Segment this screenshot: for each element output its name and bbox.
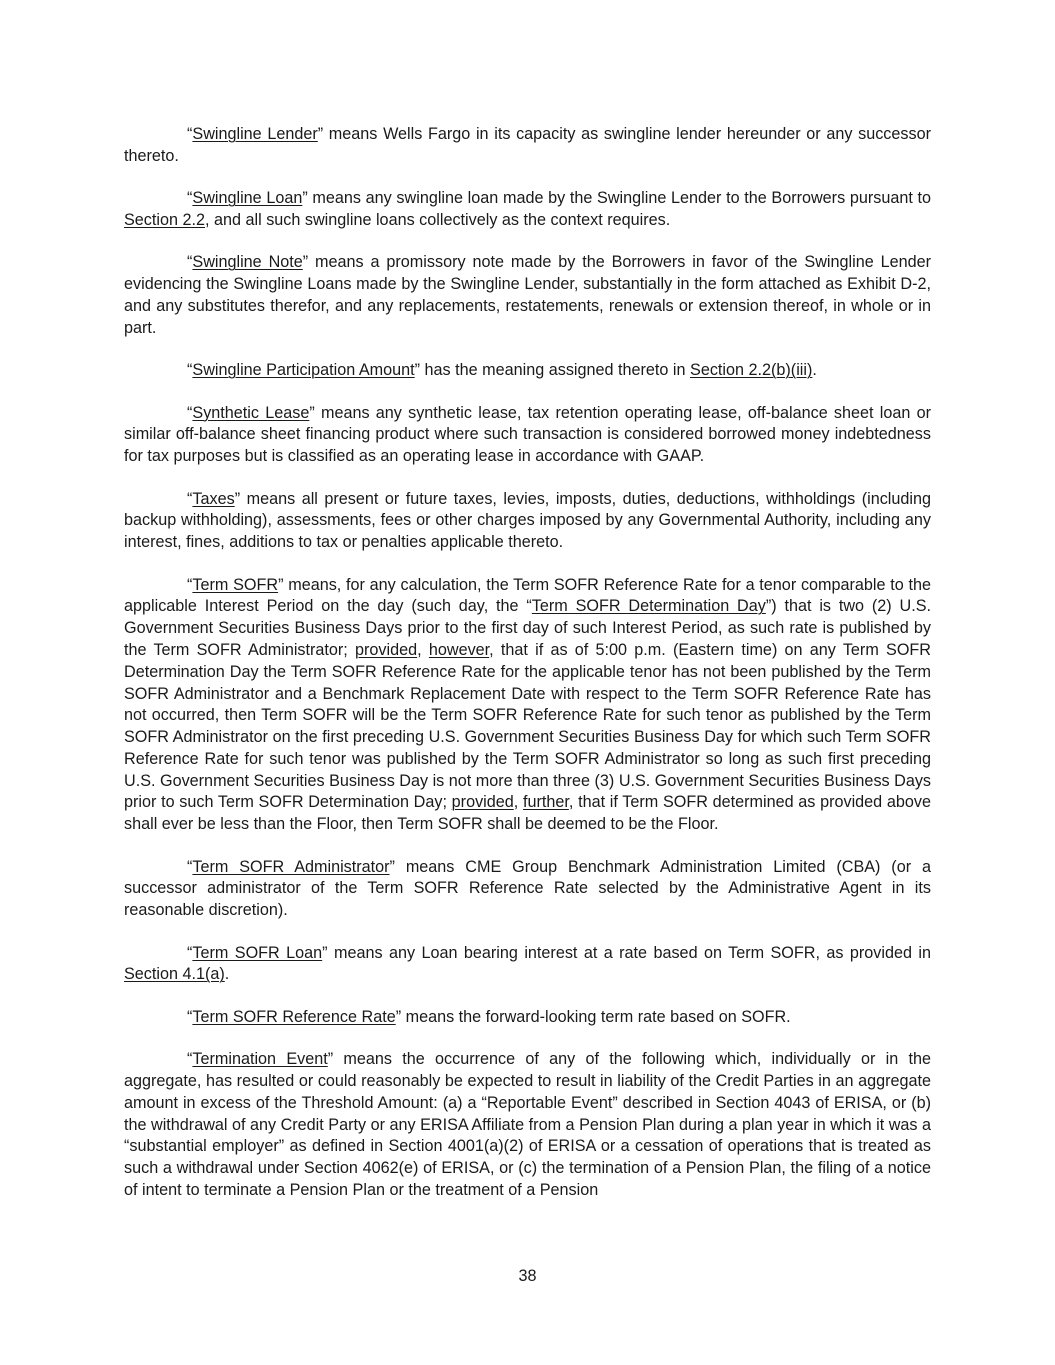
document-body (124, 124, 931, 1222)
underlined-reference: however (428, 640, 490, 659)
definition-paragraph (124, 943, 931, 987)
definition-paragraph (124, 857, 931, 922)
definition-paragraph (124, 403, 931, 468)
definition-text: “ (187, 403, 193, 422)
underlined-reference: Section 2.2(b)(iii) (690, 361, 813, 380)
definition-text: “ (187, 943, 193, 962)
defined-term: Swingline Lender (192, 125, 318, 143)
defined-term: Term SOFR Administrator (192, 857, 390, 876)
definition-text: “ (187, 1050, 193, 1069)
defined-term: Synthetic Lease (192, 403, 310, 422)
definition-text: . (812, 361, 817, 380)
defined-term: Term SOFR Reference Rate (192, 1007, 396, 1026)
definition-text: ” means any synthetic lease, tax retention operating lease, off-balance sheet loan or similar off-balance sheet financing product where such transaction is considered borrowed money indebtedness for tax purposes but is classified as an operating lease in accordance with GAAP. (124, 403, 932, 466)
definition-text: , and all such swingline loans collectively as the context requires. (205, 210, 671, 229)
defined-term: Term SOFR (192, 575, 279, 594)
definition-text: ” means any swingline loan made by the Swingline Lender to the Borrowers pursuant to (302, 189, 931, 208)
definition-text: “ (187, 361, 193, 380)
definition-text: ” means all present or future taxes, levies, imposts, duties, deductions, withholdings (including backup withholding), assessments, fees or other charges imposed by any Governmental Authority, including any interest, fines, additions to tax or penalties applicable thereto. (124, 489, 931, 552)
definition-text: “ (187, 857, 193, 876)
definition-paragraph (124, 252, 931, 339)
underlined-reference: provided (451, 793, 514, 812)
underlined-reference: Term SOFR Determination Day (531, 597, 766, 616)
definition-text: “ (187, 189, 193, 208)
definition-text: , that if as of 5:00 p.m. (Eastern time) on any Term SOFR Determination Day the Term SOFR Reference Rate for the applicable tenor has not been published by the Term SOFR Administrator and a Benchmark Replacement Date with respect to the Term SOFR Reference Rate has not occurred, then Term SOFR will be the Term SOFR Reference Rate for such tenor as published by the Term SOFR Administrator on the first preceding U.S. Government Securities Business Day for which such Term SOFR Reference Rate for such tenor was published by the Term SOFR Administrator so long as such first preceding U.S. Government Securities Business Day is not more than three (3) U.S. Government Securities Business Days prior to such Term SOFR Determination Day; (124, 640, 932, 812)
definition-text: ” has the meaning assigned thereto in (414, 361, 691, 380)
definition-text: , that if Term SOFR determined as provided above shall ever be less than the Floor, then Term SOFR shall be deemed to be the Floor. (124, 793, 931, 834)
defined-term: Term SOFR Loan (192, 943, 323, 962)
defined-term: Swingline Loan (192, 189, 303, 208)
definition-text: ” means the forward-looking term rate based on SOFR. (395, 1007, 791, 1026)
definition-paragraph (124, 1049, 931, 1202)
definition-text: “ (187, 1007, 193, 1026)
definition-text: ” means any Loan bearing interest at a rate based on Term SOFR, as provided in (322, 943, 931, 962)
definition-text: ” means a promissory note made by the Borrowers in favor of the Swingline Lender evidencing the Swingline Loans made by the Swingline Lender, substantially in the form attached as Exhibit D-2, and any substitutes therefor, and any replacements, restatements, renewals or extension thereof, in whole or in part. (124, 253, 931, 337)
definition-paragraph (124, 124, 931, 168)
page-number: 38 (518, 1267, 537, 1285)
definition-paragraph (124, 575, 931, 837)
definition-text: “ (187, 489, 193, 508)
defined-term: Termination Event (192, 1050, 328, 1069)
underlined-reference: further (522, 793, 569, 812)
definition-paragraph (124, 188, 931, 232)
definition-text: , (513, 793, 523, 812)
definition-text: ” means the occurrence of any of the following which, individually or in the aggregate, has resulted or could reasonably be expected to result in liability of the Credit Parties in an aggregate amount in excess of the Threshold Amount: (a) a “Reportable Event” described in Section 4043 of ERISA, or (b) the withdrawal of any Credit Party or any ERISA Affiliate from a Pension Plan during a plan year in which it was a “substantial employer” as defined in Section 4001(a)(2) of ERISA or a cessation of operations that is treated as such a withdrawal under Section 4062(e) of ERISA, or (c) the termination of a Pension Plan, the filing of a notice of intent to terminate a Pension Plan or the treatment of a Pension (124, 1050, 931, 1200)
definition-text: ” means Wells Fargo in its capacity as swingline lender hereunder or any successor thereto. (124, 125, 931, 165)
underlined-reference: Section 4.1(a) (124, 965, 225, 984)
definition-text: ” means CME Group Benchmark Administration Limited (CBA) (or a successor administrator of the Term SOFR Reference Rate selected by the Administrative Agent in its reasonable discretion). (124, 857, 931, 920)
defined-term: Swingline Participation Amount (192, 361, 415, 380)
definition-text: , (417, 640, 429, 659)
definition-text: “ (187, 253, 193, 272)
definition-paragraph (124, 489, 931, 554)
defined-term: Taxes (192, 489, 235, 508)
defined-term: Swingline Note (192, 253, 303, 272)
underlined-reference: provided (355, 640, 418, 659)
definition-paragraph (124, 1007, 931, 1029)
definition-text: ” means, for any calculation, the Term SOFR Reference Rate for a tenor comparable to the applicable Interest Period on the day (such day, the “ (124, 575, 932, 616)
underlined-reference: Section 2.2 (124, 210, 205, 229)
definition-text: . (224, 965, 230, 984)
definition-text: “ (187, 575, 193, 594)
definition-paragraph (124, 360, 931, 382)
definition-text: “ (187, 125, 193, 143)
definition-text: ”) that is two (2) U.S. Government Securities Business Days prior to the first day of such Interest Period, as such rate is published by the Term SOFR Administrator; (124, 597, 932, 659)
